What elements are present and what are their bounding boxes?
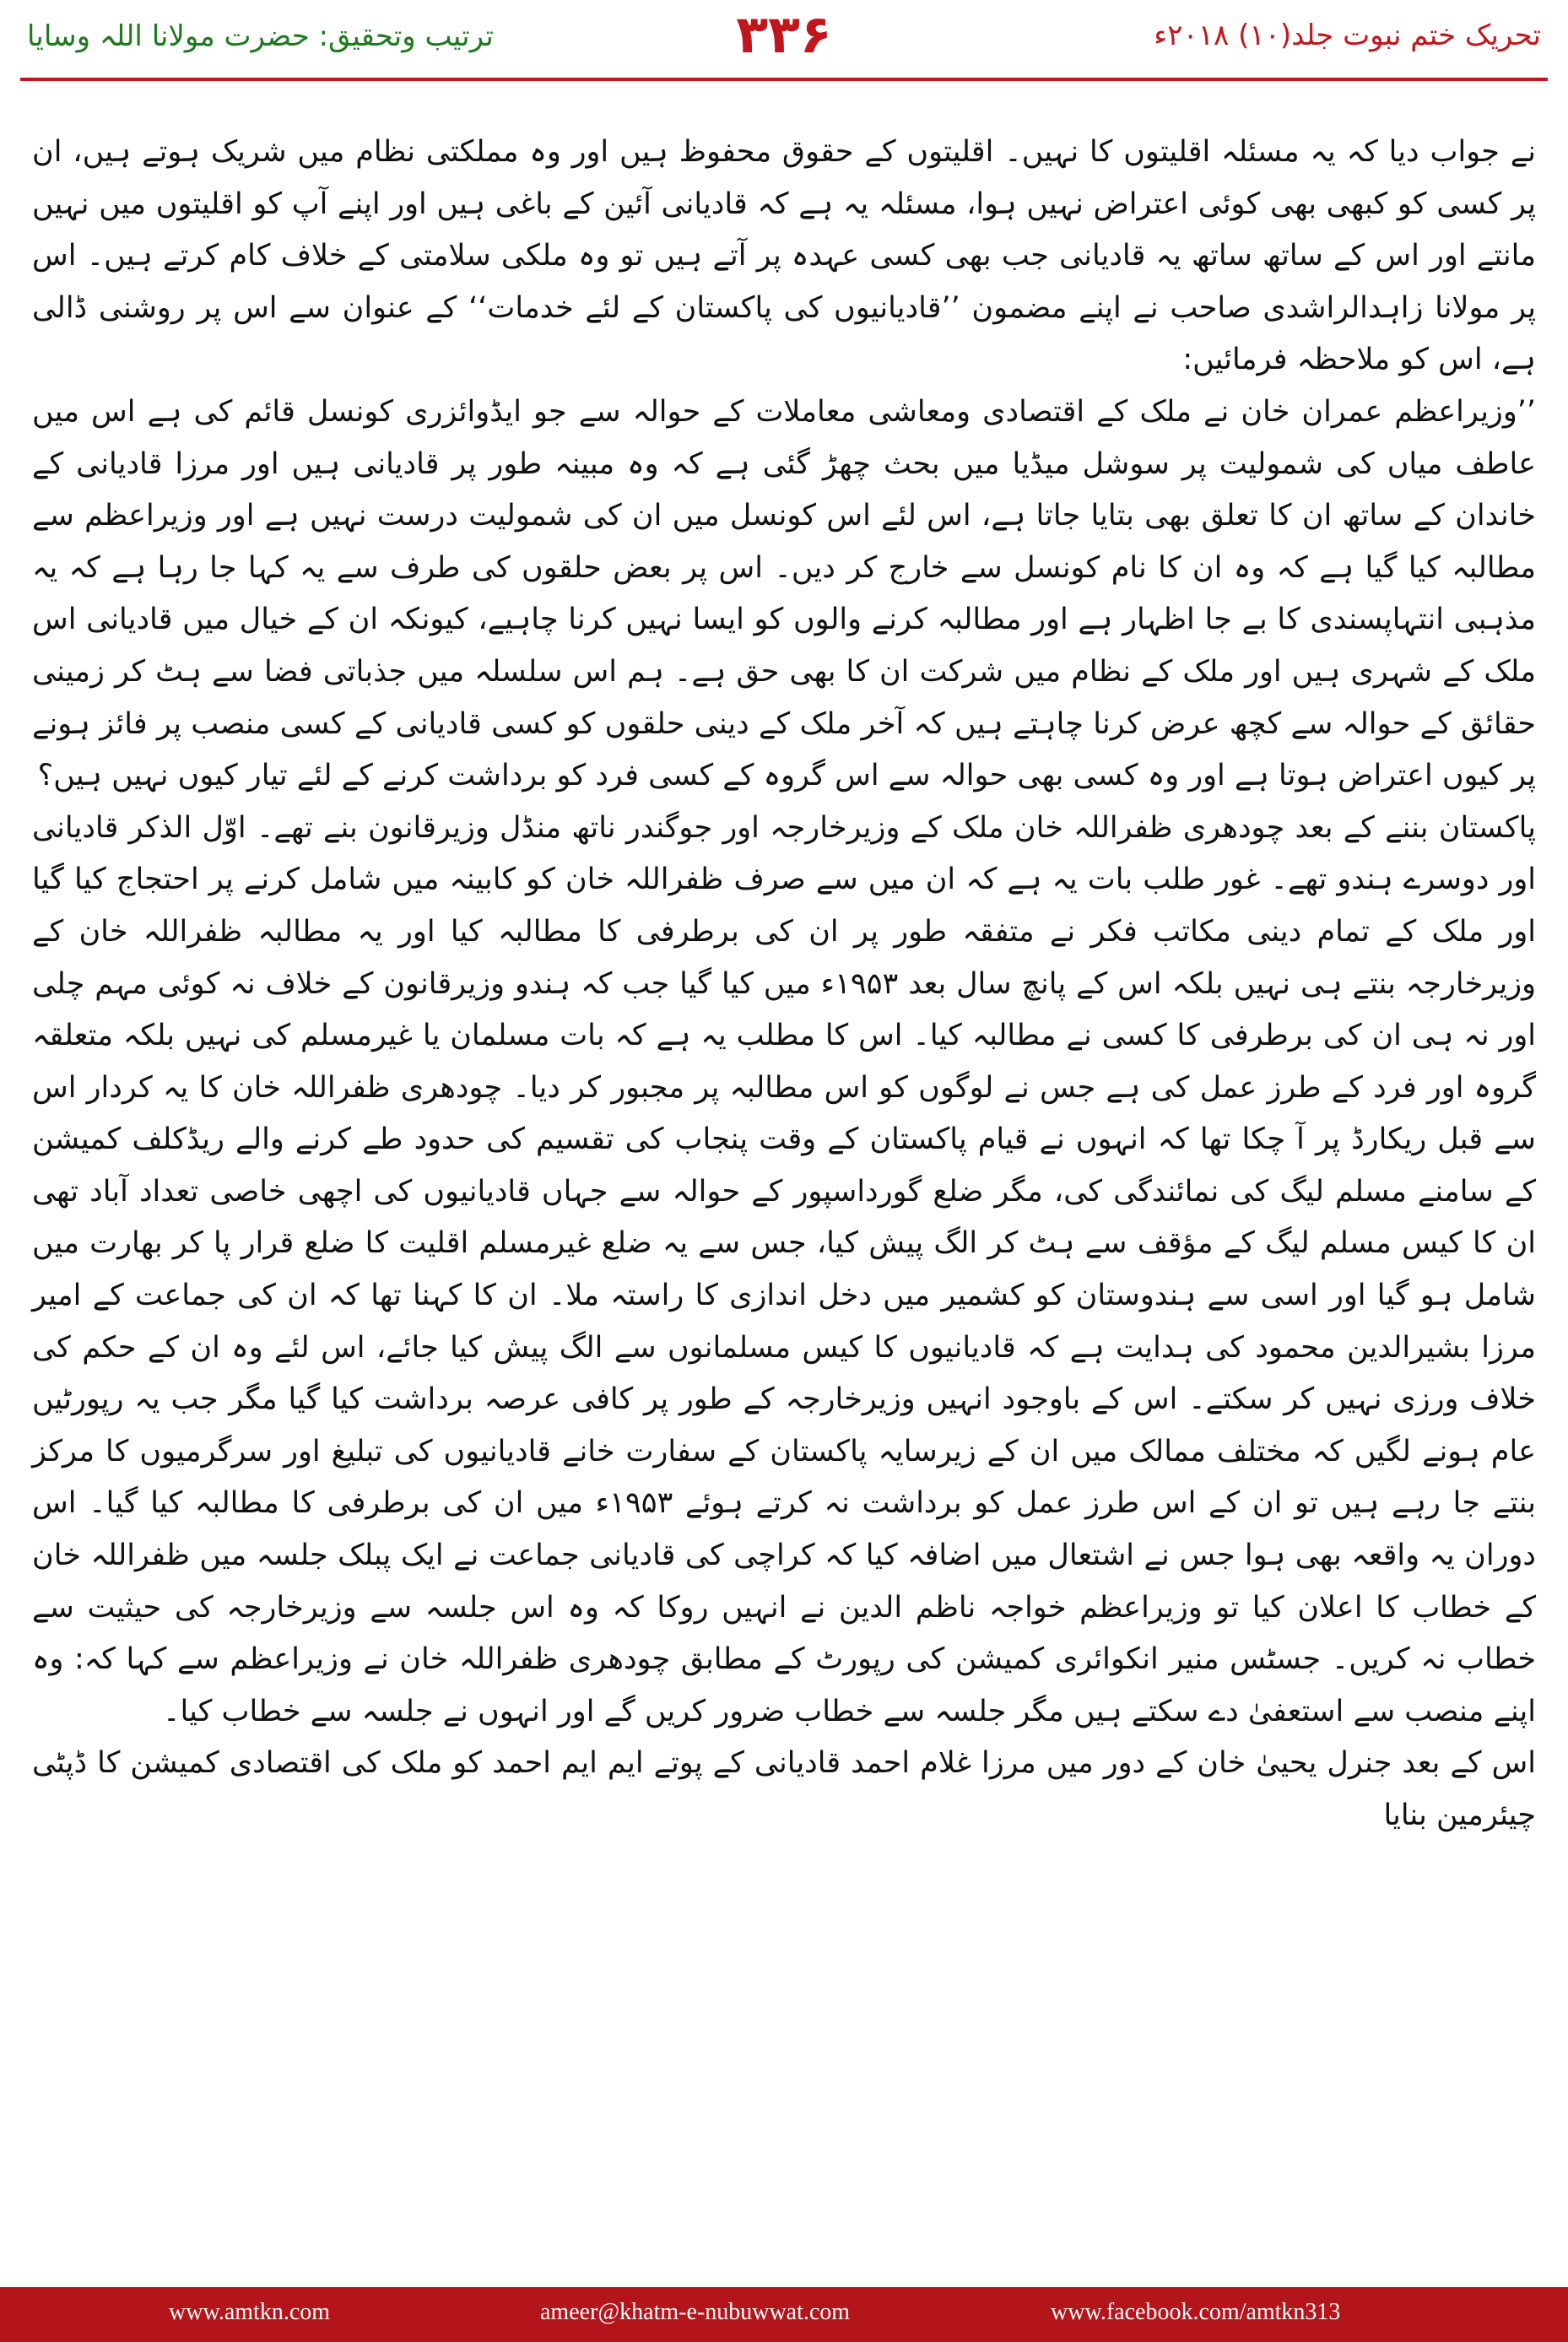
header-divider <box>20 78 1548 81</box>
paragraph-continuation: اس کے بعد جنرل یحییٰ خان کے دور میں مرزا غلام احمد قادیانی کے پوتے ایم ایم احمد کو ملک کی اقتصادی کمیشن کا ڈپٹی چیئرمین بنایا <box>32 1746 1536 1832</box>
compiler-credit: ترتیب وتحقیق: حضرت مولانا اللہ وسایا <box>27 19 494 53</box>
email-link[interactable]: ameer@khatm-e-nubuwwat.com <box>540 2299 851 2325</box>
page-header <box>0 0 1568 78</box>
paragraph-quote-opening: ’’وزیراعظم عمران خان نے ملک کے اقتصادی ومعاشی معاملات کے حوالہ سے جو ایڈوائزری کونسل قائم کی ہے اس میں عاطف میاں کی شمولیت پر سوشل میڈیا میں بحث چھڑ گئی ہے کہ وہ مبینہ طور پر قادیانی ہیں اور مرزا قادیانی کے خاندان کے ساتھ ان کا تعلق بھی بتایا جاتا ہے، اس لئے اس کونسل میں ان کی شمولیت درست نہیں ہے اور وزیراعظم سے مطالبہ کیا گیا ہے کہ وہ ان کا نام کونسل سے خارج کر دیں۔ اس پر بعض حلقوں کی طرف سے یہ کہا جا رہا ہے کہ یہ مذہبی انتہاپسندی کا بے جا اظہار ہے اور مطالبہ کرنے والوں کو ایسا نہیں کرنا چاہیے، کیونکہ ان کے خیال میں قادیانی اس ملک کے شہری ہیں اور ملک کے نظام میں شرکت ان کا بھی حق ہے۔ ہم اس سلسلہ میں جذباتی فضا سے ہٹ کر زمینی حقائق کے حوالہ سے کچھ عرض کرنا چاہتے ہیں کہ آخر ملک کے دینی حلقوں کو کسی قادیانی کے کسی منصب پر فائز ہونے پر کیوں اعتراض ہوتا ہے اور وہ کسی بھی حوالہ سے اس گروہ کے کسی فرد کو برداشت کرنے کے لئے تیار کیوں نہیں ہیں؟ <box>32 394 1536 793</box>
website-link[interactable]: www.amtkn.com <box>169 2299 331 2325</box>
page-number: ۳۳۶ <box>736 3 832 65</box>
page-footer <box>0 2287 1568 2342</box>
article-body <box>32 127 1536 1842</box>
facebook-link[interactable]: www.facebook.com/amtkn313 <box>1051 2299 1341 2325</box>
paragraph-intro: نے جواب دیا کہ یہ مسئلہ اقلیتوں کا نہیں۔ اقلیتوں کے حقوق محفوظ ہیں اور وہ مملکتی نظام میں شریک ہوتے ہیں، ان پر کسی کو کبھی بھی کوئی اعتراض نہیں ہوا، مسئلہ یہ ہے کہ قادیانی آئین کے باغی ہیں اور اپنے آپ کو اقلیتوں میں نہیں مانتے اور اس کے ساتھ ساتھ یہ قادیانی جب بھی کسی عہدہ پر آتے ہیں تو وہ ملکی سلامتی کے خلاف کام کرتے ہیں۔ اس پر مولانا زاہدالراشدی صاحب نے اپنے مضمون ’’قادیانیوں کی پاکستان کے لئے خدمات‘‘ کے عنوان سے اس پر روشنی ڈالی ہے، اس کو ملاحظہ فرمائیں: <box>32 135 1536 377</box>
book-title: تحریک ختم نبوت جلد(۱۰) ۲۰۱۸ء <box>1154 19 1541 52</box>
paragraph-history: پاکستان بننے کے بعد چودھری ظفراللہ خان ملک کے وزیرخارجہ اور جوگندر ناتھ منڈل وزیرقانون بنے تھے۔ اوّل الذکر قادیانی اور دوسرے ہندو تھے۔ غور طلب بات یہ ہے کہ ان میں سے صرف ظفراللہ خان کو کابینہ میں شامل کرنے پر احتجاج کیا گیا اور ملک کے تمام دینی مکاتب فکر نے متفقہ طور پر ان کی برطرفی کا مطالبہ کیا اور یہ مطالبہ ظفراللہ خان کے وزیرخارجہ بنتے ہی نہیں بلکہ اس کے پانچ سال بعد ۱۹۵۳ء میں کیا گیا جب کہ ہندو وزیرقانون کے خلاف نہ کوئی مہم چلی اور نہ ہی ان کی برطرفی کا کسی نے مطالبہ کیا۔ اس کا مطلب یہ ہے کہ بات مسلمان یا غیرمسلم کی نہیں بلکہ متعلقہ گروہ اور فرد کے طرز عمل کی ہے جس نے لوگوں کو اس مطالبہ پر مجبور کر دیا۔ چودھری ظفراللہ خان کا یہ کردار اس سے قبل ریکارڈ پر آ چکا تھا کہ انہوں نے قیام پاکستان کے وقت پنجاب کی تقسیم کی حدود طے کرنے والے ریڈکلف کمیشن کے سامنے مسلم لیگ کی نمائندگی کی، مگر ضلع گورداسپور کے حوالہ سے جہاں قادیانیوں کی اچھی خاصی تعداد آباد تھی ان کا کیس مسلم لیگ کے مؤقف سے ہٹ کر الگ پیش کیا، جس سے یہ ضلع غیرمسلم اقلیت کا ضلع قرار پا کر بھارت میں شامل ہو گیا اور اسی سے ہندوستان کو کشمیر میں دخل اندازی کا راستہ ملا۔ ان کا کہنا تھا کہ ان کی جماعت کے امیر مرزا بشیرالدین محمود کی ہدایت ہے کہ قادیانیوں کا کیس مسلمانوں سے الگ پیش کیا جائے، اس لئے وہ ان کے حکم کی خلاف ورزی نہیں کر سکتے۔ اس کے باوجود انہیں وزیرخارجہ کے طور پر کافی عرصہ برداشت کیا گیا مگر جب یہ رپورٹیں عام ہونے لگیں کہ مختلف ممالک میں ان کے زیرسایہ پاکستان کے سفارت خانے قادیانیوں کی تبلیغ اور سرگرمیوں کا مرکز بنتے جا رہے ہیں تو ان کے اس طرز عمل کو برداشت نہ کرتے ہوئے ۱۹۵۳ء میں ان کی برطرفی کا مطالبہ کیا گیا۔ اس دوران یہ واقعہ بھی ہوا جس نے اشتعال میں اضافہ کیا کہ کراچی کی قادیانی جماعت نے ایک پبلک جلسہ میں ظفراللہ خان کے خطاب کا اعلان کیا تو وزیراعظم خواجہ ناظم الدین نے انہیں روکا کہ وہ اس جلسہ سے وزیرخارجہ کی حیثیت سے خطاب نہ کریں۔ جسٹس منیر انکوائری کمیشن کی رپورٹ کے مطابق چودھری ظفراللہ خان نے وزیراعظم سے کہا کہ: وہ اپنے منصب سے استعفیٰ دے سکتے ہیں مگر جلسہ سے خطاب ضرور کریں گے اور انہوں نے جلسہ سے خطاب کیا۔ <box>32 810 1537 1728</box>
